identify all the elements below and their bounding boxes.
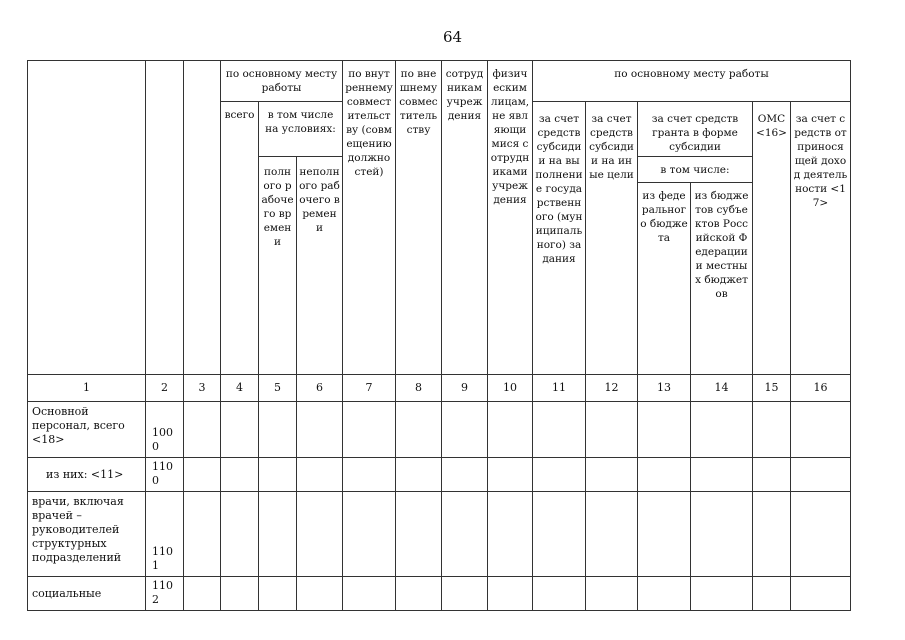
- table-row: [28, 458, 851, 492]
- table-cell[interactable]: [586, 402, 638, 458]
- header-main-work-2: по основному месту работы: [533, 61, 851, 102]
- table-cell[interactable]: [753, 492, 791, 577]
- col-num-6: 6: [297, 375, 343, 402]
- table-cell[interactable]: [442, 402, 488, 458]
- table-cell[interactable]: [297, 577, 343, 611]
- table-cell[interactable]: [184, 402, 221, 458]
- table-cell[interactable]: [343, 402, 396, 458]
- table-cell[interactable]: [638, 458, 691, 492]
- table-cell[interactable]: [791, 492, 851, 577]
- header-individuals: физическим лицам, не являющимися сотрудниками учреждения: [488, 61, 533, 375]
- table-cell[interactable]: [533, 458, 586, 492]
- header-external-combo: по внешнему совместительству: [396, 61, 442, 375]
- table-cell[interactable]: [753, 577, 791, 611]
- table-cell[interactable]: [638, 577, 691, 611]
- header-part-time: неполного рабочего времени: [297, 157, 343, 375]
- row-code: 1102: [146, 577, 184, 611]
- table-cell[interactable]: [753, 458, 791, 492]
- table-cell[interactable]: [343, 577, 396, 611]
- table-cell[interactable]: [396, 577, 442, 611]
- table-cell[interactable]: [791, 402, 851, 458]
- header-federal: из федерального бюджета: [638, 183, 691, 375]
- table-cell[interactable]: [221, 402, 259, 458]
- table-cell[interactable]: [221, 492, 259, 577]
- table-cell[interactable]: [221, 577, 259, 611]
- header-total: всего: [221, 102, 259, 375]
- col-num-15: 15: [753, 375, 791, 402]
- header-institution-staff: сотрудникам учреждения: [442, 61, 488, 375]
- page-number: 64: [442, 28, 463, 46]
- table-cell[interactable]: [488, 402, 533, 458]
- table-cell[interactable]: [753, 402, 791, 458]
- table-cell[interactable]: [638, 492, 691, 577]
- col-num-8: 8: [396, 375, 442, 402]
- col-num-3: 3: [184, 375, 221, 402]
- row-code: 1100: [146, 458, 184, 492]
- header-subsidy-task: за счет средств субсидии на выполнение государственного (муниципального) задания: [533, 102, 586, 375]
- table-cell[interactable]: [791, 577, 851, 611]
- col-num-4: 4: [221, 375, 259, 402]
- table-cell[interactable]: [442, 492, 488, 577]
- table-cell[interactable]: [259, 577, 297, 611]
- table-cell[interactable]: [691, 402, 753, 458]
- table-cell[interactable]: [442, 577, 488, 611]
- header-including: в том числе:: [638, 157, 753, 183]
- header-including-conditions: в том числе на условиях:: [259, 102, 343, 157]
- header-income: за счет средств от приносящей доход деятельности <17>: [791, 102, 851, 375]
- table-cell[interactable]: [259, 402, 297, 458]
- table-cell[interactable]: [221, 458, 259, 492]
- col-num-9: 9: [442, 375, 488, 402]
- header-blank-3: [184, 61, 221, 375]
- header-blank-2: [146, 61, 184, 375]
- table-cell[interactable]: [343, 492, 396, 577]
- header-subsidy-other: за счет средств субсидии на иные цели: [586, 102, 638, 375]
- table-cell[interactable]: [691, 458, 753, 492]
- table-cell[interactable]: [791, 458, 851, 492]
- table-row: [28, 402, 851, 458]
- table-row: [28, 492, 851, 577]
- table-cell[interactable]: [396, 492, 442, 577]
- col-num-5: 5: [259, 375, 297, 402]
- header-regional: из бюджетов субъектов Российской Федерации и местных бюджетов: [691, 183, 753, 375]
- row-code: 1101: [146, 492, 184, 577]
- table-cell[interactable]: [691, 492, 753, 577]
- table-cell[interactable]: [297, 492, 343, 577]
- table-cell[interactable]: [343, 458, 396, 492]
- table-cell[interactable]: [184, 458, 221, 492]
- row-code: 1000: [146, 402, 184, 458]
- row-label: социальные: [28, 577, 146, 611]
- table-cell[interactable]: [638, 402, 691, 458]
- col-num-13: 13: [638, 375, 691, 402]
- col-num-10: 10: [488, 375, 533, 402]
- col-num-14: 14: [691, 375, 753, 402]
- table-cell[interactable]: [533, 577, 586, 611]
- table-cell[interactable]: [297, 402, 343, 458]
- table-cell[interactable]: [184, 577, 221, 611]
- table-row: [28, 577, 851, 611]
- table-cell[interactable]: [442, 458, 488, 492]
- table-cell[interactable]: [184, 492, 221, 577]
- table-cell[interactable]: [586, 577, 638, 611]
- table-cell[interactable]: [396, 458, 442, 492]
- table-cell[interactable]: [533, 492, 586, 577]
- col-num-2: 2: [146, 375, 184, 402]
- table-cell[interactable]: [488, 492, 533, 577]
- row-label: Основной персонал, всего <18>: [28, 402, 146, 458]
- col-num-16: 16: [791, 375, 851, 402]
- table-cell[interactable]: [259, 458, 297, 492]
- row-label: врачи, включая врачей – руководителей структурных подразделений: [28, 492, 146, 577]
- header-internal-combo: по внутреннему совместительству (совмещению должностей): [343, 61, 396, 375]
- table-cell[interactable]: [586, 458, 638, 492]
- table-cell[interactable]: [259, 492, 297, 577]
- col-num-1: 1: [28, 375, 146, 402]
- table-cell[interactable]: [533, 402, 586, 458]
- table-cell[interactable]: [396, 402, 442, 458]
- col-num-11: 11: [533, 375, 586, 402]
- table-cell[interactable]: [488, 577, 533, 611]
- table-cell[interactable]: [586, 492, 638, 577]
- header-grant: за счет средств гранта в форме субсидии: [638, 102, 753, 157]
- table-cell[interactable]: [691, 577, 753, 611]
- header-blank-1: [28, 61, 146, 375]
- row-label: из них: <11>: [28, 458, 146, 492]
- table-cell[interactable]: [297, 458, 343, 492]
- col-num-7: 7: [343, 375, 396, 402]
- header-main-work: по основному месту работы: [221, 61, 343, 102]
- staff-table: [27, 60, 851, 611]
- header-oms: ОМС <16>: [753, 102, 791, 375]
- table-cell[interactable]: [488, 458, 533, 492]
- col-num-12: 12: [586, 375, 638, 402]
- header-full-time: полного рабочего времени: [259, 157, 297, 375]
